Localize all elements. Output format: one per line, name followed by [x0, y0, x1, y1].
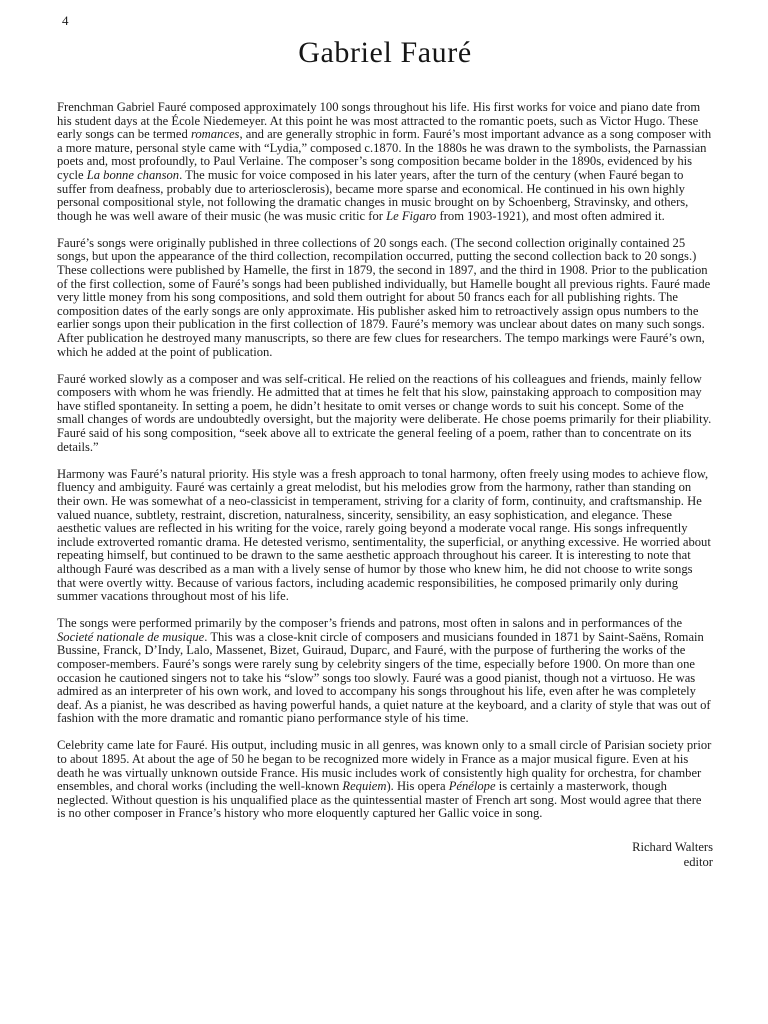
italic-text: Le Figaro — [386, 208, 437, 223]
page-title: Gabriel Fauré — [298, 36, 472, 69]
text-run: . This was a close-knit circle of composers and musicians founded in 1871 by Saint-Saëns, Romain Bussine, Franck, D’Indy, Lalo, Massenet, Bizet, Guiraud, Duparc, and Fauré, with the purpose of furthering the works of the composer-members. Fauré’s songs were rarely sung by celebrity singers of the time, especially before 1900. On more than one occasion he cautioned singers not to take his “slow” songs too slowly. Fauré was a good pianist, though not a virtuoso. He was admired as an interpreter of his own work, and loved to accompany his songs throughout his life, even after he was completely deaf. As a pianist, he was described as having powerful hands, a quiet nature at the keyboard, and a clarity of style that was out of fashion with the more dramatic and romantic piano performance style of his time. — [57, 629, 711, 726]
paragraph — [57, 468, 713, 604]
paragraph — [57, 237, 713, 359]
text-run: . The music for voice composed in his later years, after the turn of the century (when Fauré began to suffer from deafness, probably due to arteriosclerosis), became more sparse and economical. He continued in his own highly personal compositional style, not following the dramatic changes in music brought on by Schoenberg, Stravinsky, and others, though he was well aware of their music (he was music critic for — [57, 167, 689, 223]
text-run: Fauré worked slowly as a composer and was self-critical. He relied on the reactions of his colleagues and friends, mainly fellow composers with whom he was friendly. He admitted that at times he felt that his slow, painstaking approach to composition may have stifled spontaneity. In setting a poem, he didn’t hesitate to omit verses or change words to suit his concept. Some of the small changes of words are undoubtedly oversight, but the majority were deliberate. He chose poems primarily for their pliability. Fauré said of his song composition, “seek above all to extricate the general feeling of a poem, rather than to concentrate on its details.” — [57, 371, 712, 454]
signature-name: Richard Walters — [632, 840, 713, 854]
paragraph — [57, 739, 713, 821]
text-run: The songs were performed primarily by the composer’s friends and patrons, most often in salons and in performances of the — [57, 616, 683, 631]
text-run: Harmony was Fauré’s natural priority. His style was a fresh approach to tonal harmony, often freely using modes to achieve flow, fluency and ambiguity. Fauré was certainly a great melodist, but his melodies grow from the harmony, rather than standing on their own. He was somewhat of a neo-classicist in temperament, striving for a clarity of form, continuity, and craftsmanship. He valued nuance, subtlety, restraint, discretion, naturalness, sincerity, sensibility, an easy sophistication, and elegance. These aesthetic values are reflected in his writing for the voice, rarely going beyond a moderate vocal range. His songs infrequently include extroverted romantic drama. He detested verismo, sentimentality, the superficial, or anything excessive. He worried about repeating himself, but continued to be drawn to the same aesthetic approach throughout his career. It is interesting to note that although Fauré was described as a man with a lively sense of humor by those who knew him, he did not choose to write songs that were overtly witty. Because of various factors, including academic responsibilities, he composed primarily only during summer vacations throughout most of his life. — [57, 466, 711, 604]
text-run: from 1903-1921), and most often admired it. — [436, 208, 665, 223]
paragraph — [57, 617, 713, 726]
paragraph — [57, 101, 713, 223]
body-paragraphs — [57, 101, 713, 821]
text-run: Fauré’s songs were originally published in three collections of 20 songs each. (The second collection originally contained 25 songs, but upon the appearance of the third collection, recompilation occurred, putting the second collection back to 20 songs.) These collections were published by Hamelle, the first in 1879, the second in 1897, and the third in 1908. Prior to the publication of the first collection, some of Fauré’s songs had been published individually, but Hamelle bought all previous rights. Fauré made very little money from his song compositions, and sold them outright for about 50 francs each for all publishing rights. The composition dates of the early songs are only approximate. His publisher asked him to retroactively assign opus numbers to the earlier songs upon their publication in the first collection of 1879. Fauré’s memory was unclear about dates on many such songs. After publication he destroyed many manuscripts, so there are few clues for researchers. The tempo markings were Fauré’s own, which he added at the point of publication. — [57, 235, 711, 359]
paragraph — [57, 373, 713, 455]
text-run: Celebrity came late for Fauré. His output, including music in all genres, was known only to a small circle of Parisian society prior to about 1895. At about the age of 50 he began to be recognized more widely in France as a major musical figure. Even at his death he was virtually unknown outside France. His music includes work of consistently high quality for orchestra, for chamber ensembles, and choral works (including the well-known — [57, 738, 712, 794]
italic-text: La bonne chanson — [86, 167, 180, 182]
signature-block — [57, 840, 713, 869]
text-run: , and are generally strophic in form. Fauré’s most important advance as a song composer with a more mature, personal style came with “Lydia,” composed c.1870. In the 1880s he was drawn to the symbolists, the Parnassian poets and, most profoundly, to Paul Verlaine. The composer’s song composition became bolder in the 1890s, evidenced by his cycle — [57, 127, 712, 182]
text-run: ). His opera — [386, 779, 449, 794]
italic-text: Pénélope — [448, 779, 496, 794]
italic-text: Societé nationale de musique — [57, 629, 205, 644]
italic-text: Requiem — [342, 779, 387, 794]
text-run: is certainly a masterwork, though neglected. Without question is his unqualified place as the quintessential master of French art song. Most would agree that there is no other composer in France’s history who more eloquently captured her Gallic voice in song. — [57, 779, 702, 821]
signature-role: editor — [683, 854, 713, 869]
text-run: Frenchman Gabriel Fauré composed approximately 100 songs throughout his life. His first works for voice and piano date from his student days at the École Niedemeyer. At this point he was most attracted to the romantic poets, such as Victor Hugo. These early songs can be termed — [57, 100, 701, 142]
italic-text: romances — [190, 127, 240, 142]
page-number: 4 — [62, 13, 69, 28]
